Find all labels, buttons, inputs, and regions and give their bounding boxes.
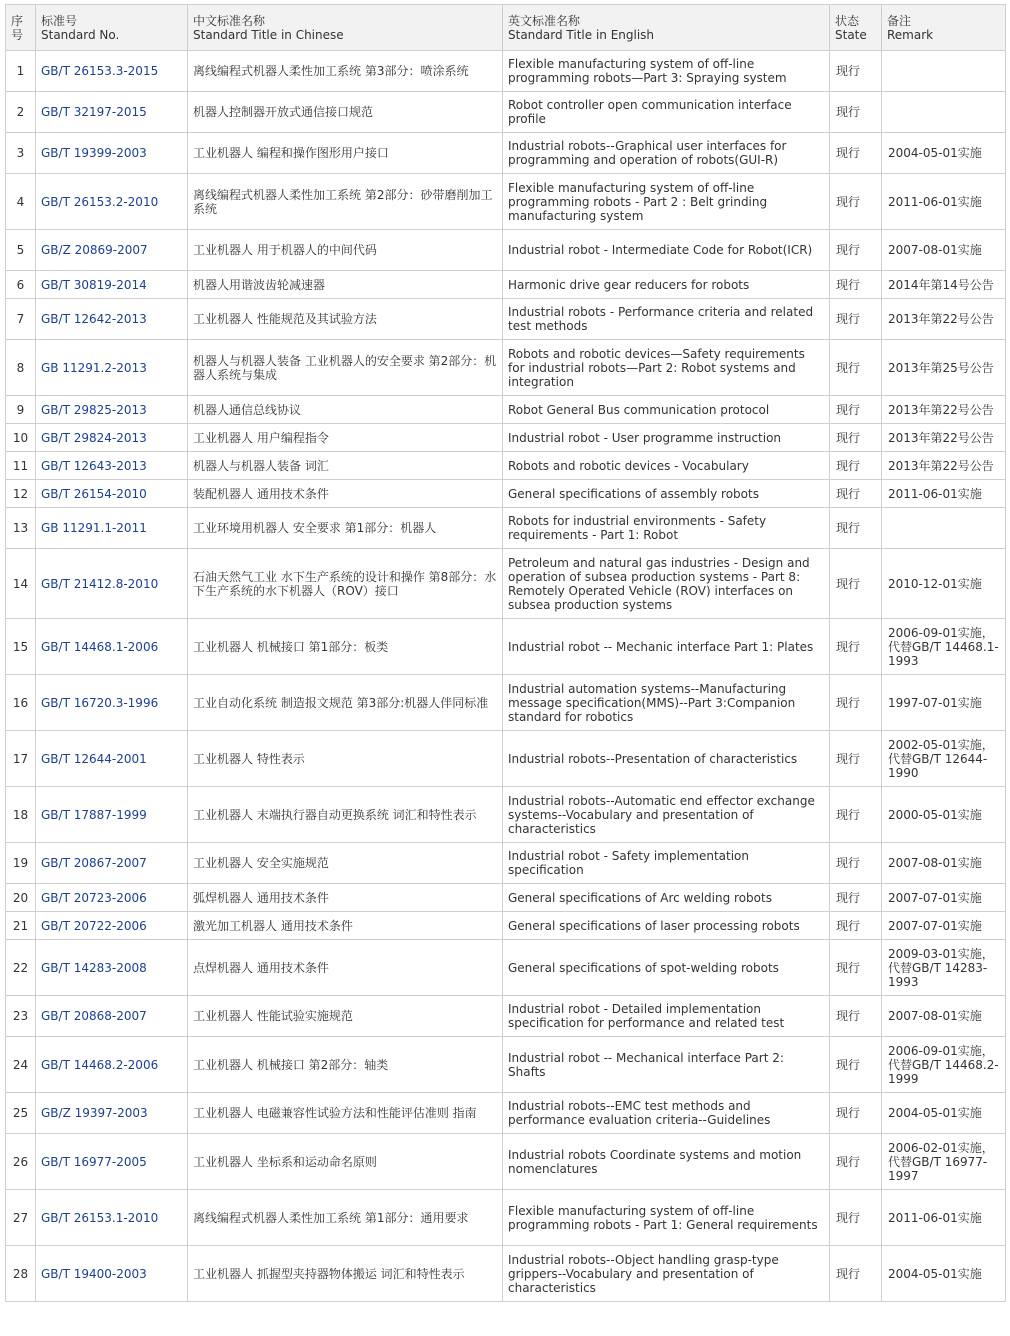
table-row [6, 996, 1006, 1037]
row-number: 21 [6, 912, 36, 940]
state-text: 现行 [830, 731, 882, 787]
header-state: 状态 State [830, 5, 882, 51]
row-number: 14 [6, 549, 36, 619]
row-number: 16 [6, 675, 36, 731]
standard-number-link[interactable]: GB/Z 19397-2003 [36, 1093, 188, 1134]
standard-number-link[interactable]: GB/T 12642-2013 [36, 299, 188, 340]
state-text: 现行 [830, 424, 882, 452]
table-row [6, 787, 1006, 843]
title-english: Industrial automation systems--Manufacturing message specification(MMS)--Part 3:Companion standard for robotics [503, 675, 830, 731]
title-english: Harmonic drive gear reducers for robots [503, 271, 830, 299]
title-english: General specifications of spot-welding robots [503, 940, 830, 996]
title-english: Flexible manufacturing system of off-line programming robots - Part 2 : Belt grinding manufacturing system [503, 174, 830, 230]
row-number: 23 [6, 996, 36, 1037]
title-chinese: 工业机器人 坐标系和运动命名原则 [188, 1134, 503, 1190]
state-text: 现行 [830, 92, 882, 133]
title-chinese: 工业机器人 安全实施规范 [188, 843, 503, 884]
table-row [6, 1037, 1006, 1093]
row-number: 28 [6, 1246, 36, 1302]
remark-text [882, 51, 1006, 92]
row-number: 25 [6, 1093, 36, 1134]
standard-number-link[interactable]: GB/T 19399-2003 [36, 133, 188, 174]
state-text: 现行 [830, 912, 882, 940]
table-row [6, 508, 1006, 549]
row-number: 13 [6, 508, 36, 549]
header-remark: 备注 Remark [882, 5, 1006, 51]
remark-text: 2011-06-01实施 [882, 480, 1006, 508]
remark-text: 2000-05-01实施 [882, 787, 1006, 843]
row-number: 20 [6, 884, 36, 912]
title-chinese: 工业机器人 性能试验实施规范 [188, 996, 503, 1037]
table-row [6, 133, 1006, 174]
title-chinese: 激光加工机器人 通用技术条件 [188, 912, 503, 940]
title-english: General specifications of Arc welding robots [503, 884, 830, 912]
title-english: Industrial robots Coordinate systems and motion nomenclatures [503, 1134, 830, 1190]
header-no: 序 号 [6, 5, 36, 51]
standard-number-link[interactable]: GB/T 30819-2014 [36, 271, 188, 299]
state-text: 现行 [830, 1246, 882, 1302]
row-number: 18 [6, 787, 36, 843]
table-row [6, 396, 1006, 424]
table-row [6, 230, 1006, 271]
row-number: 2 [6, 92, 36, 133]
remark-text: 2011-06-01实施 [882, 174, 1006, 230]
state-text: 现行 [830, 133, 882, 174]
row-number: 10 [6, 424, 36, 452]
remark-text: 2007-07-01实施 [882, 884, 1006, 912]
standard-number-link[interactable]: GB 11291.1-2011 [36, 508, 188, 549]
standard-number-link[interactable]: GB/T 20867-2007 [36, 843, 188, 884]
title-chinese: 工业机器人 末端执行器自动更换系统 词汇和特性表示 [188, 787, 503, 843]
table-row [6, 92, 1006, 133]
title-chinese: 弧焊机器人 通用技术条件 [188, 884, 503, 912]
table-row [6, 174, 1006, 230]
table-row [6, 424, 1006, 452]
remark-text: 2007-08-01实施 [882, 843, 1006, 884]
table-row [6, 299, 1006, 340]
title-english: Industrial robot -- Mechanic interface Part 1: Plates [503, 619, 830, 675]
table-row [6, 843, 1006, 884]
state-text: 现行 [830, 452, 882, 480]
standard-number-link[interactable]: GB/T 17887-1999 [36, 787, 188, 843]
remark-text: 2013年第22号公告 [882, 396, 1006, 424]
row-number: 27 [6, 1190, 36, 1246]
row-number: 15 [6, 619, 36, 675]
title-chinese: 工业机器人 特性表示 [188, 731, 503, 787]
remark-text: 2009-03-01实施，代替GB/T 14283-1993 [882, 940, 1006, 996]
row-number: 4 [6, 174, 36, 230]
title-english: Industrial robot - Safety implementation specification [503, 843, 830, 884]
remark-text: 2010-12-01实施 [882, 549, 1006, 619]
remark-text: 2004-05-01实施 [882, 1246, 1006, 1302]
standard-number-link[interactable]: GB/T 14283-2008 [36, 940, 188, 996]
standard-number-link[interactable]: GB/Z 20869-2007 [36, 230, 188, 271]
row-number: 19 [6, 843, 36, 884]
title-english: Industrial robots--EMC test methods and performance evaluation criteria--Guidelines [503, 1093, 830, 1134]
table-row [6, 912, 1006, 940]
title-chinese: 工业环境用机器人 安全要求 第1部分：机器人 [188, 508, 503, 549]
state-text: 现行 [830, 340, 882, 396]
title-chinese: 机器人通信总线协议 [188, 396, 503, 424]
remark-text: 2013年第22号公告 [882, 452, 1006, 480]
remark-text: 2004-05-01实施 [882, 1093, 1006, 1134]
standard-number-link[interactable]: GB 11291.2-2013 [36, 340, 188, 396]
row-number: 22 [6, 940, 36, 996]
remark-text: 2007-08-01实施 [882, 996, 1006, 1037]
state-text: 现行 [830, 480, 882, 508]
table-row [6, 731, 1006, 787]
title-english: Industrial robots--Automatic end effector exchange systems--Vocabulary and presentation of characteristics [503, 787, 830, 843]
standard-number-link[interactable]: GB/T 29824-2013 [36, 424, 188, 452]
title-english: Industrial robots - Performance criteria and related test methods [503, 299, 830, 340]
table-row [6, 549, 1006, 619]
state-text: 现行 [830, 51, 882, 92]
table-row [6, 884, 1006, 912]
title-chinese: 离线编程式机器人柔性加工系统 第3部分：喷涂系统 [188, 51, 503, 92]
title-chinese: 石油天然气工业 水下生产系统的设计和操作 第8部分：水下生产系统的水下机器人（ROV）接口 [188, 549, 503, 619]
title-english: Robot controller open communication interface profile [503, 92, 830, 133]
title-english: Flexible manufacturing system of off-line programming robots—Part 3: Spraying system [503, 51, 830, 92]
remark-text: 2013年第22号公告 [882, 424, 1006, 452]
remark-text: 2004-05-01实施 [882, 133, 1006, 174]
standard-number-link[interactable]: GB/T 26153.2-2010 [36, 174, 188, 230]
remark-text: 2006-09-01实施，代替GB/T 14468.1-1993 [882, 619, 1006, 675]
row-number: 12 [6, 480, 36, 508]
standard-number-link[interactable]: GB/T 12644-2001 [36, 731, 188, 787]
remark-text [882, 92, 1006, 133]
title-chinese: 机器人与机器人装备 工业机器人的安全要求 第2部分：机器人系统与集成 [188, 340, 503, 396]
title-chinese: 工业自动化系统 制造报文规范 第3部分:机器人伴同标准 [188, 675, 503, 731]
title-english: Industrial robots--Object handling grasp-type grippers--Vocabulary and presentation of characteristics [503, 1246, 830, 1302]
standard-number-link[interactable]: GB/T 26154-2010 [36, 480, 188, 508]
remark-text: 2014年第14号公告 [882, 271, 1006, 299]
table-row [6, 452, 1006, 480]
remark-text: 2007-07-01实施 [882, 912, 1006, 940]
title-chinese: 工业机器人 电磁兼容性试验方法和性能评估准则 指南 [188, 1093, 503, 1134]
state-text: 现行 [830, 174, 882, 230]
title-english: Industrial robot -- Mechanical interface Part 2: Shafts [503, 1037, 830, 1093]
title-chinese: 工业机器人 性能规范及其试验方法 [188, 299, 503, 340]
title-english: General specifications of assembly robots [503, 480, 830, 508]
standards-table [5, 4, 1006, 1302]
state-text: 现行 [830, 940, 882, 996]
remark-text: 2013年第22号公告 [882, 299, 1006, 340]
standard-number-link[interactable]: GB/T 12643-2013 [36, 452, 188, 480]
table-header-row [6, 5, 1006, 51]
title-english: Robot General Bus communication protocol [503, 396, 830, 424]
row-number: 24 [6, 1037, 36, 1093]
state-text: 现行 [830, 1093, 882, 1134]
state-text: 现行 [830, 1134, 882, 1190]
standard-number-link[interactable]: GB/T 20868-2007 [36, 996, 188, 1037]
state-text: 现行 [830, 675, 882, 731]
row-number: 9 [6, 396, 36, 424]
title-english: Industrial robot - Intermediate Code for Robot(ICR) [503, 230, 830, 271]
title-english: Flexible manufacturing system of off-line programming robots - Part 1: General requirements [503, 1190, 830, 1246]
row-number: 17 [6, 731, 36, 787]
table-row [6, 271, 1006, 299]
row-number: 11 [6, 452, 36, 480]
state-text: 现行 [830, 396, 882, 424]
row-number: 1 [6, 51, 36, 92]
table-row [6, 1134, 1006, 1190]
standard-number-link[interactable]: GB/T 20722-2006 [36, 912, 188, 940]
title-english: Industrial robot - User programme instruction [503, 424, 830, 452]
title-chinese: 机器人控制器开放式通信接口规范 [188, 92, 503, 133]
title-english: General specifications of laser processing robots [503, 912, 830, 940]
state-text: 现行 [830, 508, 882, 549]
standard-number-link[interactable]: GB/T 14468.2-2006 [36, 1037, 188, 1093]
title-chinese: 工业机器人 抓握型夹持器物体搬运 词汇和特性表示 [188, 1246, 503, 1302]
title-english: Industrial robot - Detailed implementation specification for performance and related test [503, 996, 830, 1037]
state-text: 现行 [830, 996, 882, 1037]
table-row [6, 675, 1006, 731]
standard-number-link[interactable]: GB/T 21412.8-2010 [36, 549, 188, 619]
standard-number-link[interactable]: GB/T 14468.1-2006 [36, 619, 188, 675]
title-chinese: 工业机器人 用户编程指令 [188, 424, 503, 452]
header-title-english: 英文标准名称 Standard Title in English [503, 5, 830, 51]
remark-text: 2011-06-01实施 [882, 1190, 1006, 1246]
state-text: 现行 [830, 619, 882, 675]
remark-text: 2002-05-01实施，代替GB/T 12644-1990 [882, 731, 1006, 787]
state-text: 现行 [830, 1190, 882, 1246]
header-standard-no: 标准号 Standard No. [36, 5, 188, 51]
title-chinese: 工业机器人 机械接口 第1部分：板类 [188, 619, 503, 675]
state-text: 现行 [830, 843, 882, 884]
row-number: 26 [6, 1134, 36, 1190]
remark-text [882, 508, 1006, 549]
title-english: Industrial robots--Presentation of characteristics [503, 731, 830, 787]
title-chinese: 工业机器人 机械接口 第2部分：轴类 [188, 1037, 503, 1093]
state-text: 现行 [830, 549, 882, 619]
title-english: Robots and robotic devices—Safety requirements for industrial robots—Part 2: Robot systems and integration [503, 340, 830, 396]
title-english: Petroleum and natural gas industries - Design and operation of subsea production systems - Part 8: Remotely Operated Vehicle (ROV) interfaces on subsea production systems [503, 549, 830, 619]
state-text: 现行 [830, 884, 882, 912]
standard-number-link[interactable]: GB/T 32197-2015 [36, 92, 188, 133]
row-number: 5 [6, 230, 36, 271]
row-number: 6 [6, 271, 36, 299]
standard-number-link[interactable]: GB/T 16977-2005 [36, 1134, 188, 1190]
remark-text: 1997-07-01实施 [882, 675, 1006, 731]
title-chinese: 点焊机器人 通用技术条件 [188, 940, 503, 996]
title-chinese: 工业机器人 编程和操作图形用户接口 [188, 133, 503, 174]
standard-number-link[interactable]: GB/T 26153.1-2010 [36, 1190, 188, 1246]
title-chinese: 工业机器人 用于机器人的中间代码 [188, 230, 503, 271]
row-number: 3 [6, 133, 36, 174]
state-text: 现行 [830, 1037, 882, 1093]
title-chinese: 离线编程式机器人柔性加工系统 第1部分：通用要求 [188, 1190, 503, 1246]
remark-text: 2007-08-01实施 [882, 230, 1006, 271]
standard-number-link[interactable]: GB/T 26153.3-2015 [36, 51, 188, 92]
standard-number-link[interactable]: GB/T 19400-2003 [36, 1246, 188, 1302]
table-row [6, 1190, 1006, 1246]
table-row [6, 51, 1006, 92]
row-number: 7 [6, 299, 36, 340]
remark-text: 2006-09-01实施，代替GB/T 14468.2-1999 [882, 1037, 1006, 1093]
title-english: Industrial robots--Graphical user interfaces for programming and operation of robots(GUI-R) [503, 133, 830, 174]
row-number: 8 [6, 340, 36, 396]
standard-number-link[interactable]: GB/T 29825-2013 [36, 396, 188, 424]
title-chinese: 装配机器人 通用技术条件 [188, 480, 503, 508]
table-row [6, 340, 1006, 396]
state-text: 现行 [830, 271, 882, 299]
title-english: Robots for industrial environments - Safety requirements - Part 1: Robot [503, 508, 830, 549]
header-title-chinese: 中文标准名称 Standard Title in Chinese [188, 5, 503, 51]
standard-number-link[interactable]: GB/T 20723-2006 [36, 884, 188, 912]
title-chinese: 离线编程式机器人柔性加工系统 第2部分：砂带磨削加工系统 [188, 174, 503, 230]
table-row [6, 480, 1006, 508]
table-row [6, 619, 1006, 675]
title-chinese: 机器人与机器人装备 词汇 [188, 452, 503, 480]
state-text: 现行 [830, 299, 882, 340]
remark-text: 2013年第25号公告 [882, 340, 1006, 396]
table-row [6, 940, 1006, 996]
state-text: 现行 [830, 787, 882, 843]
table-row [6, 1093, 1006, 1134]
remark-text: 2006-02-01实施，代替GB/T 16977-1997 [882, 1134, 1006, 1190]
title-chinese: 机器人用谐波齿轮减速器 [188, 271, 503, 299]
title-english: Robots and robotic devices - Vocabulary [503, 452, 830, 480]
standard-number-link[interactable]: GB/T 16720.3-1996 [36, 675, 188, 731]
state-text: 现行 [830, 230, 882, 271]
table-row [6, 1246, 1006, 1302]
